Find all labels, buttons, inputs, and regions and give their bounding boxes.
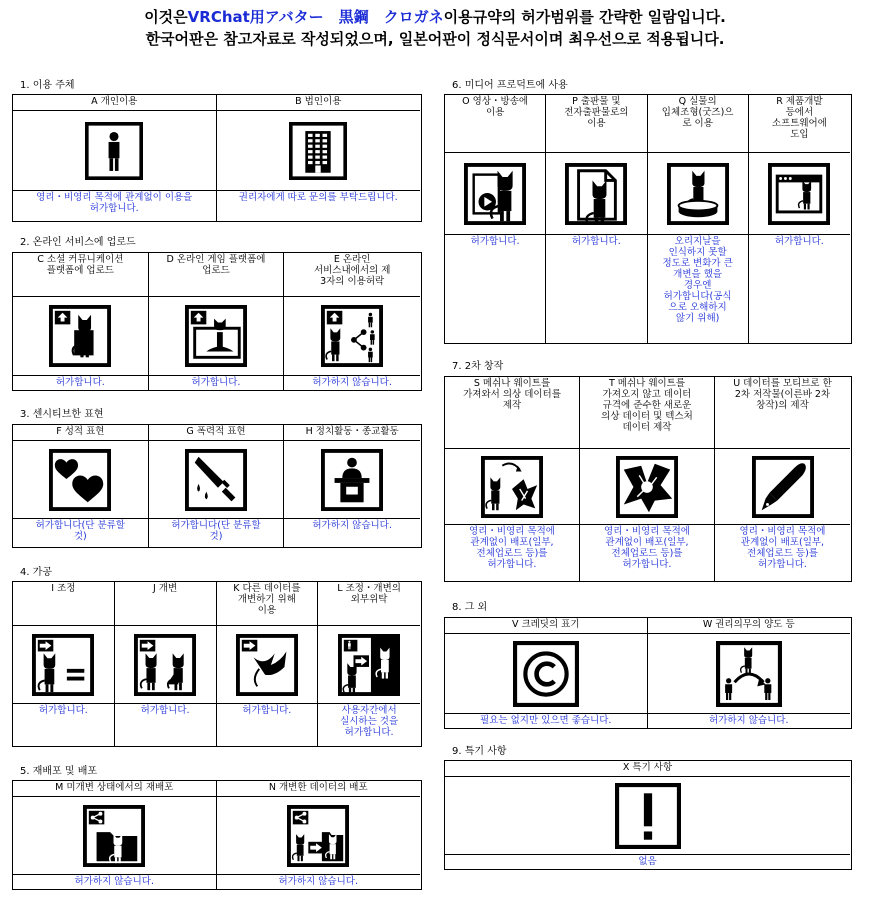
permission-status: 영리・비영리 목적에 관계없이 배포(일부, 전체업로드 등)를 허가합니다. [715, 524, 850, 580]
section-title-s5: 5. 재배포 및 배포 [20, 766, 98, 777]
section-title-s6: 6. 미디어 프로덕트에 사용 [452, 80, 568, 91]
permission-label: F 성적 표현 [13, 425, 148, 441]
permission-cell [445, 95, 546, 343]
permission-cell [217, 582, 319, 746]
knife-icon [149, 441, 284, 518]
permission-cell [217, 781, 421, 889]
transfer-icon [648, 634, 851, 713]
share-folder-icon [13, 797, 216, 874]
permission-cell [13, 95, 217, 221]
permission-label: D 온라인 게임 플랫폼에 업로드 [149, 253, 284, 297]
section-title-s4: 4. 가공 [20, 567, 53, 578]
permission-label: V 크레딧의 표기 [445, 618, 647, 634]
section-table-s9 [444, 760, 852, 870]
permission-cell [217, 95, 421, 221]
upload-monitor-icon [149, 297, 284, 375]
section-title-s3: 3. 센시티브한 표현 [20, 409, 104, 420]
section-table-s7 [444, 376, 852, 582]
section-title-s1: 1. 이용 주체 [20, 80, 75, 91]
permission-status: 허가합니다. [115, 703, 216, 745]
copyright-icon [445, 634, 647, 713]
permission-cell [318, 582, 420, 746]
hearts-icon [13, 441, 148, 518]
permission-status: 권리자에게 따로 문의를 부탁드립니다. [217, 190, 421, 220]
permission-label: A 개인이용 [13, 95, 216, 111]
permission-cell [580, 377, 715, 581]
section-title-s8: 8. 그 외 [452, 602, 488, 613]
other-data-icon [217, 626, 318, 703]
section-table-s2 [12, 252, 422, 391]
permission-status: 사용자간에서 실시하는 것을 허가합니다. [318, 703, 420, 745]
header-suffix: 이용규약의 허가범위를 간략한 일람입니다. [443, 8, 726, 26]
permission-status: 허가하지 않습니다. [648, 713, 851, 727]
header-avatar-name: VRChat用アバター 黒鋼 クロガネ [187, 8, 444, 26]
permission-label: H 정치활동・종교활동 [284, 425, 420, 441]
permission-label: S 메쉬나 웨이트를 가져와서 의상 데이터를 제작 [445, 377, 579, 449]
adjust-icon [13, 626, 114, 703]
permission-cell [13, 253, 149, 390]
permission-status: 허가하지 않습니다. [13, 874, 216, 888]
permission-status: 없음 [445, 854, 850, 868]
permission-status: 허가하지 않습니다. [284, 375, 420, 389]
permission-cell [284, 253, 420, 390]
page-header [0, 6, 870, 50]
permission-label: P 출판물 및 전자출판물로의 이용 [546, 95, 646, 153]
permission-label: R 제품개발 등에서 소프트웨어에 도입 [749, 95, 850, 153]
permission-status: 영리・비영리 목적에 관계없이 이용을 허가합니다. [13, 190, 216, 220]
permission-cell [284, 425, 420, 547]
permission-label: O 영상・방송에 이용 [445, 95, 545, 153]
permission-label: L 조정・개변의 외부위탁 [318, 582, 420, 626]
permission-status: 필요는 없지만 있으면 좋습니다. [445, 713, 647, 727]
software-icon [749, 153, 850, 234]
permission-status: 허가합니다. [546, 234, 646, 342]
permission-label: U 데이터를 모티브로 한 2차 저작물(이른바 2차 창작)의 제작 [715, 377, 850, 449]
permission-cell [749, 95, 850, 343]
permission-status: 허가합니다. [749, 234, 850, 342]
document-icon [546, 153, 646, 234]
mesh-cat-icon [445, 449, 579, 524]
permission-label: I 조정 [13, 582, 114, 626]
section-table-s5 [12, 780, 422, 890]
permission-label: E 온라인 서비스내에서의 제 3자의 이용허락 [284, 253, 420, 297]
permission-label: C 소셜 커뮤니케이션 플랫폼에 업로드 [13, 253, 148, 297]
permission-cell [715, 377, 850, 581]
permission-cell [445, 377, 580, 581]
permission-label: G 폭력적 표현 [149, 425, 284, 441]
permission-status: 허가합니다. [149, 375, 284, 389]
section-table-s8 [444, 617, 852, 729]
section-table-s1 [12, 94, 422, 222]
video-icon [445, 153, 545, 234]
share-modified-icon [217, 797, 421, 874]
header-prefix: 이것은 [144, 8, 188, 26]
permission-status: 허가합니다(단 분류할 것) [149, 518, 284, 546]
modify-icon [115, 626, 216, 703]
permission-label: T 메쉬나 웨이트를 가져오지 않고 데이터 규격에 준수한 새로운 의상 데이터 및 텍스처 데이터 제작 [580, 377, 714, 449]
permission-cell [13, 425, 149, 547]
header-line2: 한국어판은 참고자료로 작성되었으며, 일본어판이 정식문서이며 최우선으로 적용됩니다. [145, 30, 725, 48]
permission-cell [445, 761, 850, 869]
section-title-s7: 7. 2차 창작 [452, 361, 504, 372]
permission-cell [149, 253, 285, 390]
permission-status: 허가합니다. [13, 703, 114, 745]
permission-status: 허가합니다. [445, 234, 545, 342]
exclamation-icon [445, 777, 850, 854]
permission-label: J 개변 [115, 582, 216, 626]
section-table-s6 [444, 94, 852, 344]
permission-status: 영리・비영리 목적에 관계없이 배포(일부, 전체업로드 등)를 허가합니다. [580, 524, 714, 580]
permission-label: B 법인이용 [217, 95, 421, 111]
permission-status: 영리・비영리 목적에 관계없이 배포(일부, 전체업로드 등)를 허가합니다. [445, 524, 579, 580]
permission-status: 오리지날을 인식하지 못할 정도로 변화가 큰 개변을 했을 경우엔 허가합니다(공식 으로 오해하지 않기 위해) [648, 234, 748, 342]
permission-cell [546, 95, 647, 343]
figure-icon [648, 153, 748, 234]
section-title-s9: 9. 특기 사항 [452, 746, 507, 757]
pen-icon [715, 449, 850, 524]
permission-cell [648, 618, 851, 728]
permission-label: W 권리의무의 양도 등 [648, 618, 851, 634]
permission-status: 허가합니다. [13, 375, 148, 389]
header-line1 [0, 6, 870, 28]
permission-status: 허가합니다. [217, 703, 318, 745]
section-title-s2: 2. 온라인 서비스에 업로드 [20, 237, 136, 248]
permission-cell [13, 781, 217, 889]
permission-label: Q 실물의 입체조형(굿즈)으 로 이용 [648, 95, 748, 153]
permission-cell [13, 582, 115, 746]
permission-label: M 미개변 상태에서의 재배포 [13, 781, 216, 797]
permission-cell [149, 425, 285, 547]
permission-status: 허가하지 않습니다. [284, 518, 420, 546]
ribbon-icon [580, 449, 714, 524]
permission-label: N 개변한 데이터의 배포 [217, 781, 421, 797]
outsource-icon [318, 626, 420, 703]
permission-label: K 다른 데이터를 개변하기 위해 이용 [217, 582, 318, 626]
section-table-s3 [12, 424, 422, 548]
upload-share-icon [284, 297, 420, 375]
permission-status: 허가하지 않습니다. [217, 874, 421, 888]
permission-label: X 특기 사항 [445, 761, 850, 777]
podium-icon [284, 441, 420, 518]
section-table-s4 [12, 581, 422, 747]
permission-cell [115, 582, 217, 746]
upload-cat-icon [13, 297, 148, 375]
permission-cell [648, 95, 749, 343]
permission-cell [445, 618, 648, 728]
permission-status: 허가합니다(단 분류할 것) [13, 518, 148, 546]
person-icon [13, 111, 216, 190]
building-icon [217, 111, 421, 190]
